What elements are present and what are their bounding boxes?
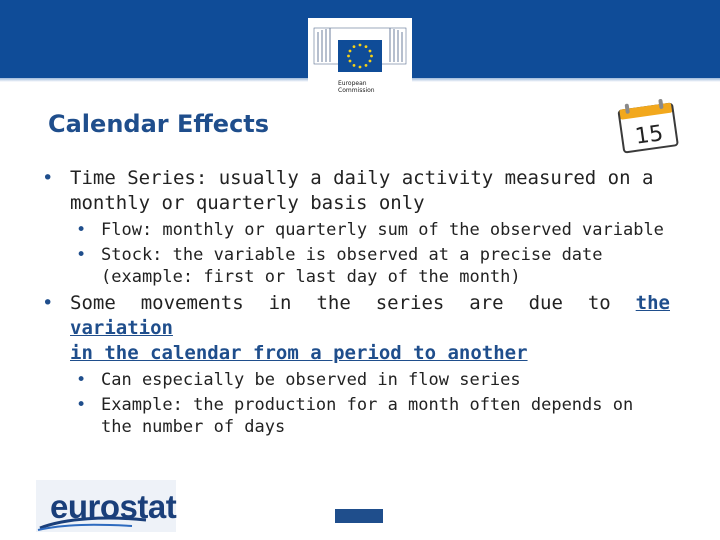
bullet-list [40,166,670,441]
eurostat-logo [36,480,176,532]
bullet-marker: • [42,167,54,189]
ec-logo-line1: European [338,80,367,87]
bullet-1-sub-1 [40,219,670,241]
bullet-2-sub-2-line2: the number of days [101,417,286,437]
calendar-day: 15 [633,121,665,150]
bullet-2-line1 [70,291,670,341]
bullet-1-line1: Time Series: usually a daily activity measured on a [70,167,654,189]
bullet-1-sub-1-text: Flow: monthly or quarterly sum of the observed variable [101,220,664,240]
slide-footer-tag [335,509,383,523]
bullet-2-line2 [70,341,670,366]
bullet-1-sub-2-line2: (example: first or last day of the month) [101,267,521,287]
bullet-1-line2: monthly or quarterly basis only [70,192,425,214]
european-commission-logo [308,18,412,102]
bullet-marker: • [76,370,87,390]
eurostat-text: eurostat [50,488,177,525]
calendar-icon [612,96,684,158]
bullet-2-sub-2 [40,394,670,438]
bullet-2 [40,291,670,366]
bullet-marker: • [76,220,87,240]
bullet-2-sub-2-line1: Example: the production for a month often depends on [101,395,634,415]
bullet-2-emphasis-2: in the calendar from a period to another [70,342,528,364]
bullet-2-sub-1-text: Can especially be observed in flow series [101,370,521,390]
slide-title: Calendar Effects [48,110,270,138]
bullet-1 [40,166,670,216]
bullet-2-text: Some movements in the series are due to [70,292,636,314]
bullet-marker: • [76,245,87,265]
ec-logo-line2: Commission [338,87,375,94]
bullet-2-emphasis-1: the variation [70,292,670,339]
bullet-marker: • [42,292,54,314]
bullet-2-sub-1 [40,369,670,391]
ec-logo-text [338,80,375,94]
bullet-marker: • [76,395,87,415]
bullet-1-sub-2 [40,244,670,288]
bullet-1-sub-2-line1: Stock: the variable is observed at a precise date [101,245,603,265]
